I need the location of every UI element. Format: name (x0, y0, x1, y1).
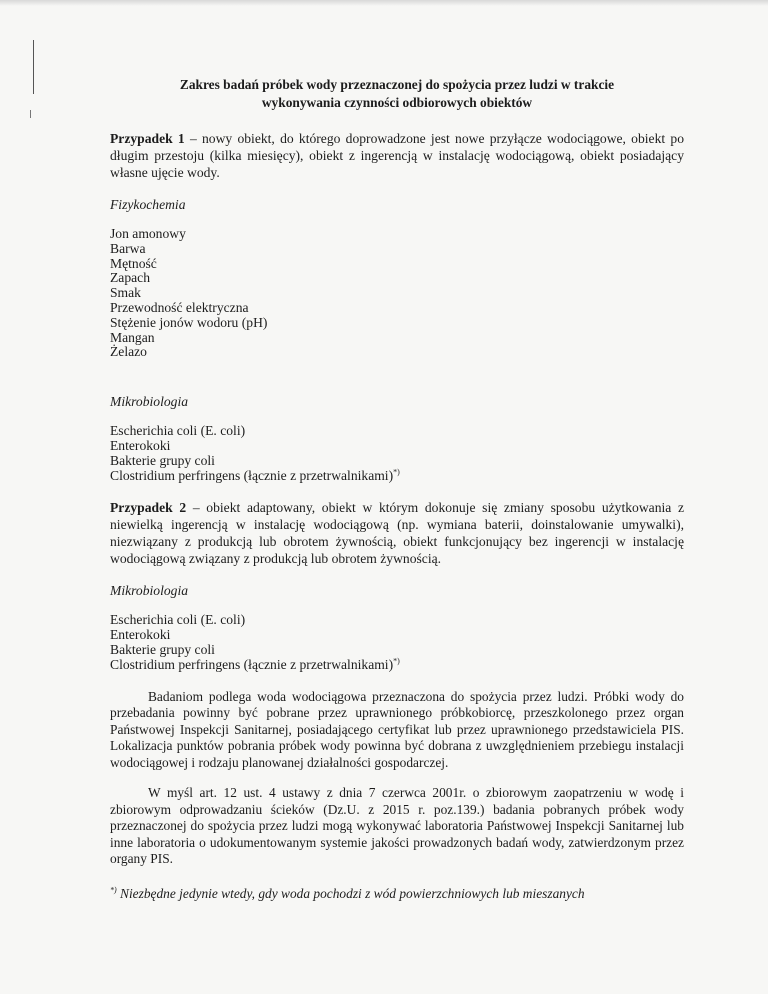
list-item-text: Clostridium perfringens (łącznie z przetrwalnikami) (110, 467, 394, 483)
footnote-mark: *) (110, 885, 117, 895)
list-item: Jon amonowy (110, 226, 186, 241)
mikrobiologia-1-heading: Mikrobiologia (110, 394, 189, 410)
case-1 (110, 130, 684, 181)
footnote-text: Niezbędne jedynie wtedy, gdy woda pochodzi z wód powierzchniowych lub mieszanych (120, 885, 585, 901)
fizykochemia-heading: Fizykochemia (110, 197, 186, 212)
footnote-mark: *) (393, 467, 400, 477)
list-item: Stężenie jonów wodoru (pH) (110, 314, 268, 330)
list-item-text: Clostridium perfringens (łącznie z przetrwalnikami) (110, 656, 394, 672)
footnote-mark: *) (393, 656, 400, 666)
title-line-1: Zakres badań próbek wody przeznaczonej do spożycia przez ludzi w trakcie (179, 77, 615, 92)
list-item: Escherichia coli (E. coli) (110, 612, 246, 628)
list-item: Zapach (110, 270, 150, 286)
case-1-text: – nowy obiekt, do którego doprowadzone jest nowe przyłącze wodociągowe, obiekt po długim przestoju (kilka miesięcy), obiekt z ingerencją w instalację wodociągową, obiekt posiadający własne ujęcie wody. (110, 131, 684, 180)
list-item (110, 469, 684, 484)
scan-edge (0, 0, 768, 6)
mikrobiologia-1-list (110, 424, 684, 483)
list-item (110, 658, 684, 673)
mikrobiologia-2-heading: Mikrobiologia (110, 583, 189, 599)
case-2-text: – obiekt adaptowany, obiekt w którym dokonuje się zmiany sposobu użytkowania z niewielką ingerencją w instalację wodociągową (np. wymiana baterii, doinstalowanie umywalki), niezwiązany z produkcją lub obrotem żywnością, obiekt funkcjonujący bez ingerencji w instalację wodociągową związany z produkcją lub obrotem żywnością. (110, 500, 684, 567)
list-item: Escherichia coli (E. coli) (110, 423, 246, 439)
paragraph-legal: W myśl art. 12 ust. 4 ustawy z dnia 7 czerwca 2001r. o zbiorowym zaopatrzeniu w wodę i zbiorowym odprowadzaniu ścieków (Dz.U. z 2015 r. poz.139.) badania pobranych próbek wody przeznaczonej do spożycia przez ludzi mogą wykonywać laboratoria Państwowej Inspekcji Sanitarnej lub inne laboratoria o udokumentowanym systemie jakości prowadzonych badań wody, zatwierdzonym przez organy PIS. (110, 785, 684, 867)
list-item: Enterokoki (110, 627, 171, 643)
list-item: Barwa (110, 240, 146, 256)
fizykochemia-list (110, 227, 684, 360)
mikrobiologia-2-list (110, 613, 684, 672)
case-1-label: Przypadek 1 (110, 131, 185, 146)
list-item: Mangan (110, 329, 155, 345)
title-line-2: wykonywania czynności odbiorowych obiektów (261, 95, 533, 110)
list-item: Bakterie grupy coli (110, 641, 215, 657)
margin-mark (33, 40, 34, 94)
list-item: Smak (110, 285, 141, 301)
list-item: Bakterie grupy coli (110, 452, 215, 468)
list-item: Enterokoki (110, 437, 171, 453)
margin-mark-small (30, 110, 31, 118)
case-2 (110, 499, 684, 567)
document-content (110, 76, 684, 902)
list-item: Przewodność elektryczna (110, 299, 249, 315)
list-item: Mętność (110, 255, 157, 271)
footnote (110, 886, 684, 902)
list-item: Żelazo (110, 344, 147, 360)
document-title (110, 76, 684, 112)
paragraph-sampling: Badaniom podlega woda wodociągowa przeznaczona do spożycia przez ludzi. Próbki wody do przebadania powinny być pobrane przez uprawnionego próbkobiorcę, przeszkolonego przez organ Państwowej Inspekcji Sanitarnej, posiadającego certyfikat lub przez uprawnionego przedstawiciela PIS. Lokalizacja punktów pobrania próbek wody powinna być dobrana z uwzględnieniem przebiegu instalacji wodociągowej i rodzaju planowanej działalności gospodarczej. (110, 688, 684, 770)
case-2-label: Przypadek 2 (110, 500, 187, 516)
